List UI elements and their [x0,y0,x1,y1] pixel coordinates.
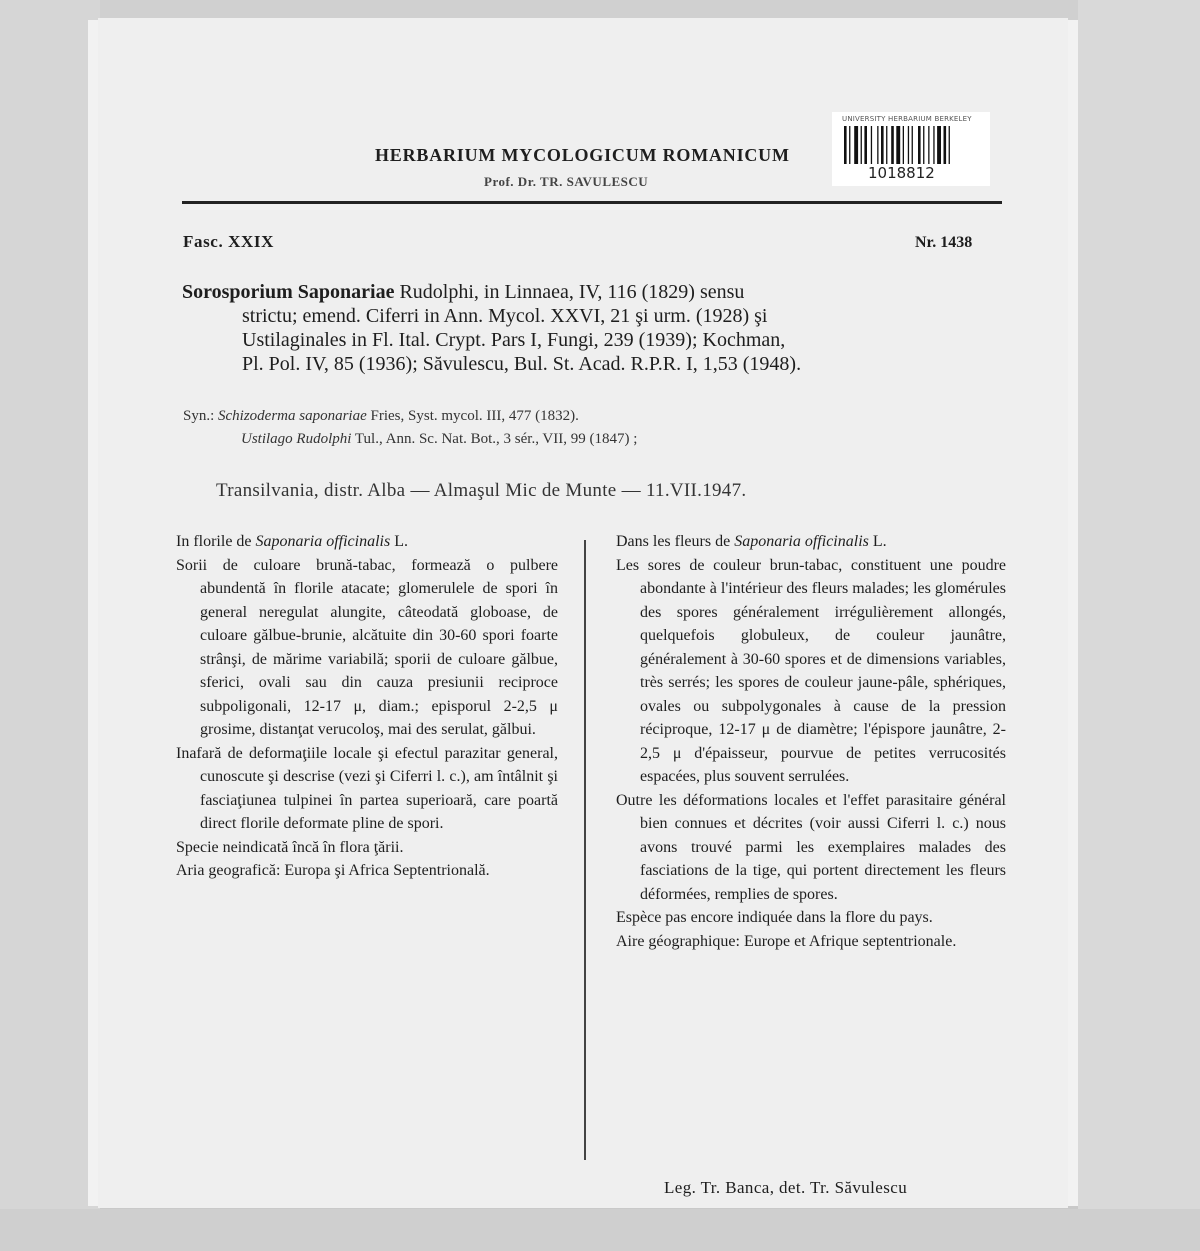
romanian-flora-note: Specie neindicată încă în flora ţării. [176,838,404,856]
barcode-number: 1018812 [868,164,935,182]
french-distribution: Aire géographique: Europe et Afrique septentrionale. [616,932,957,950]
locality: Transilvania, distr. Alba — Almaşul Mic de Munte — 11.VII.1947. [216,480,747,501]
scan-background-right [1078,0,1200,1251]
french-description [616,530,1006,953]
romanian-description [176,530,558,883]
french-host-prefix: Dans les fleurs de [616,533,731,550]
species-citation-line3: Ustilaginales in Fl. Ital. Crypt. Pars I, Fungi, 239 (1939); Kochman, [242,329,786,351]
romanian-host-suffix: L. [394,533,408,550]
romanian-host-species: Saponaria officinalis [255,533,391,550]
barcode-institution-text: UNIVERSITY HERBARIUM BERKELEY [842,115,972,123]
synonym-1-name: Schizoderma saponariae [218,408,367,424]
collector-line: Leg. Tr. Banca, det. Tr. Săvulescu [664,1178,908,1197]
species-name: Sorosporium Saponariae [182,281,395,303]
synonyms [183,405,637,451]
romanian-morphology: Sorii de culoare brună-tabac, formează o pulbere abundentă în florile atacate; glomerulele de spori în general neregulat alungite, câteodată globoase, de culoare gălbue-brunie, alcătuite din 30-60 spori foarte strânşi, de mărime variabilă; sporii de culoare gălbue, sferici, ovali sau din cauza presiunii reciproce subpoligonali, 12-17 μ, diam.; episporul 2-2,5 μ grosime, distanţat verucoloş, mai des serulat, gălbui. [176,556,558,738]
column-divider [584,540,586,1160]
species-citation-line1: Rudolphi, in Linnaea, IV, 116 (1829) sensu [399,281,745,303]
french-host-species: Saponaria officinalis [734,533,869,550]
french-host [616,530,1006,554]
french-deformations: Outre les déformations locales et l'effet parasitaire général bien connues et décrites (voir aussi Ciferri l. c.) nous avons trouvé parmi les exemplaires malades des fasciations de la tige, qui portent directement les fleurs déformées, remplies de spores. [616,791,1006,903]
barcode-icon [844,126,980,164]
french-morphology: Les sores de couleur brun-tabac, constituent une poudre abondante à l'intérieur des fleurs malades; les glomérules des spores généralement irrégulièrement allongés, quelquefois globuleux, de couleur jaunâtre, généralement à 30-60 spores et de dimensions variables, très serrés; les spores de couleur jaune-pâle, sphériques, ovales ou subpolygonales à cause de la pression réciproque, 12-17 μ de diamètre; l'épispore jaunâtre, 2-2,5 μ d'épaisseur, pourvue de petites verrucosités espacées, plus souvent serrulées. [616,556,1006,785]
synonyms-label: Syn.: [183,408,215,424]
romanian-distribution: Aria geografică: Europa şi Africa Septentrională. [176,862,490,879]
french-host-suffix: L. [872,533,887,550]
header-rule [182,201,1002,204]
fascicle-label: Fasc. XXIX [183,232,274,251]
synonym-1-ref: Fries, Syst. mycol. III, 477 (1832). [370,408,579,424]
romanian-host-prefix: In florile de [176,533,252,550]
synonym-2-name: Ustilago Rudolphi [241,431,352,447]
specimen-number: Nr. 1438 [915,234,973,251]
species-citation [182,280,1007,376]
barcode-label [832,112,990,186]
species-citation-line2: strictu; emend. Ciferri in Ann. Mycol. XXVI, 21 şi urm. (1928) şi [242,305,768,327]
french-flora-note: Espèce pas encore indiquée dans la flore du pays. [616,909,933,926]
romanian-host [176,530,558,554]
herbarium-subtitle: Prof. Dr. TR. SAVULESCU [484,174,649,189]
species-citation-line4: Pl. Pol. IV, 85 (1936); Săvulescu, Bul. St. Acad. R.P.R. I, 1,53 (1948). [242,353,802,375]
scan-background-left [0,0,100,1251]
scan-background-bottom [0,1209,1200,1251]
synonym-2-ref: Tul., Ann. Sc. Nat. Bot., 3 sér., VII, 99 (1847) ; [354,431,638,447]
romanian-deformations: Inafară de deformaţiile locale şi efectul parazitar general, cunoscute şi descrise (vezi şi Ciferri l. c.), am întâlnit şi fasciaţiunea tulpinei în partea superioară, care poartă direct florile deformate pline de spori. [176,744,558,832]
herbarium-title: HERBARIUM MYCOLOGICUM ROMANICUM [375,145,790,165]
